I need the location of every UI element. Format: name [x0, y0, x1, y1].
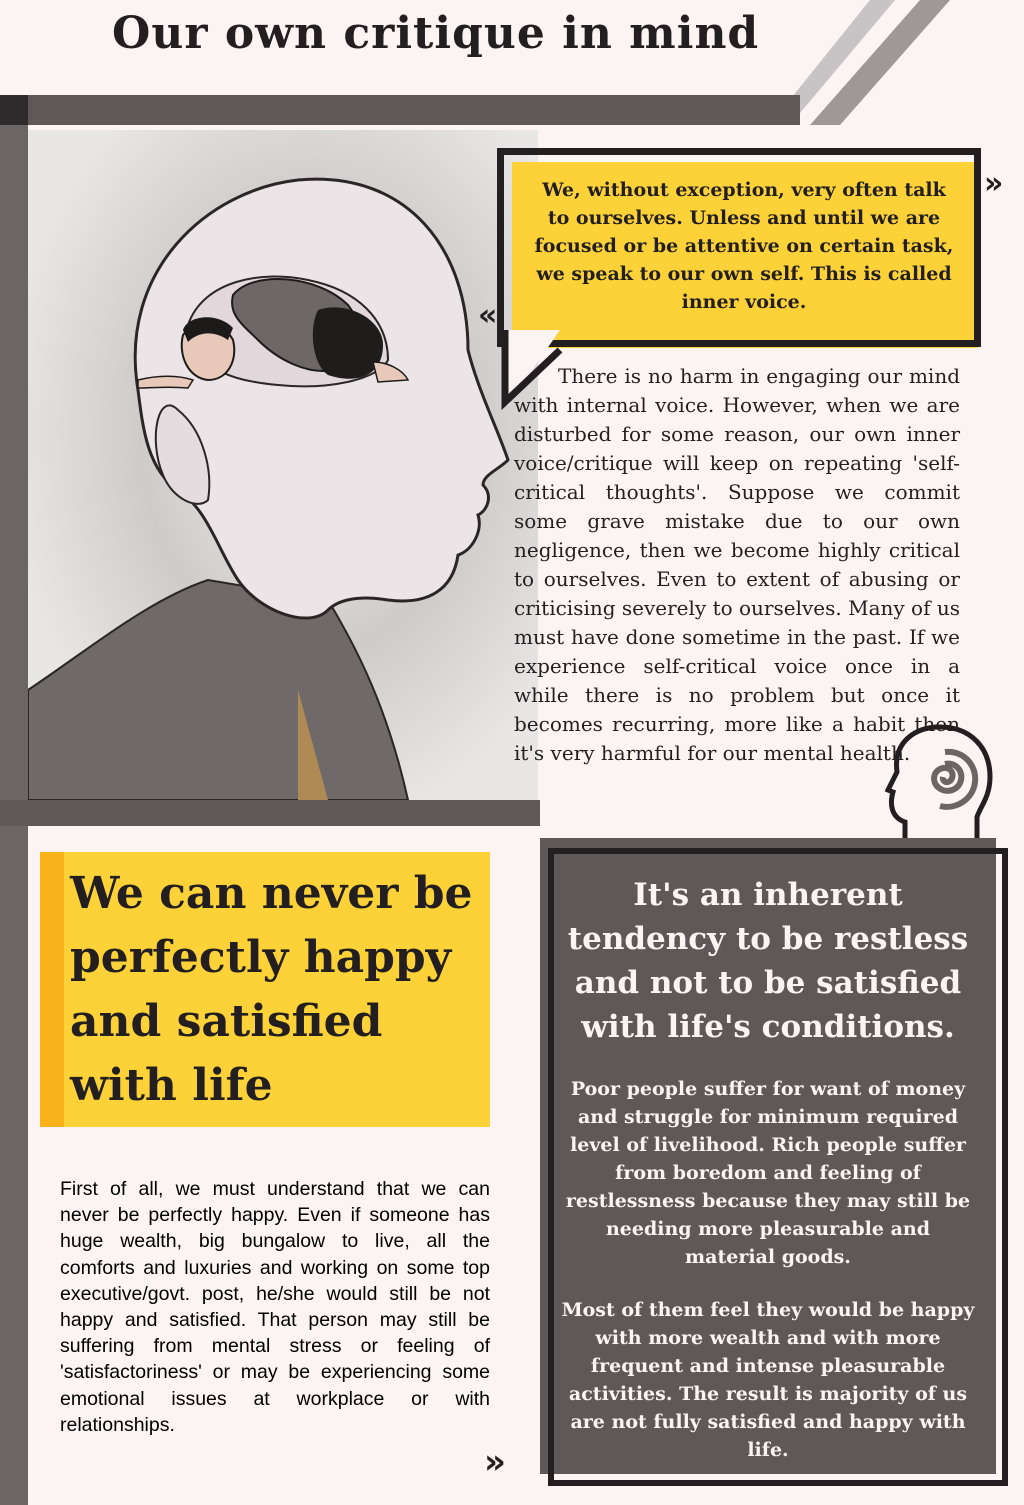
quote-text: We, without exception, very often talk to ourselves. Unless and until we are focused or be attentive on certain task, we speak to our own self. This is called inner voice. [534, 179, 954, 313]
dark-box-heading: It's an inherent tendency to be restless and not to be satisfied with life's conditions. [567, 877, 969, 1045]
chevron-right-icon: » [984, 166, 1004, 201]
chevron-left-icon: « [478, 298, 498, 333]
top-divider-bar [0, 95, 800, 125]
person-curled-inside-head-illustration [28, 130, 538, 800]
page-title: Our own critique in mind [112, 8, 760, 59]
top-divider-cap [0, 95, 28, 125]
decorative-diagonal [780, 0, 950, 125]
section-heading: We can never be perfectly happy and satisfied with life [70, 868, 473, 1111]
dark-box-paragraph: Poor people suffer for want of money and struggle for minimum required level of livelihood. Rich people suffer from boredom and feeling of restlessness because they may still be needing more pleasurable and material goods. [565, 1078, 971, 1268]
dark-box-paragraph: Most of them feel they would be happy with more wealth and with more frequent and intense pleasurable activities. The result is majority of us are not fully satisfied and happy with life. [561, 1299, 975, 1461]
heading-stripe [40, 852, 64, 1127]
chevron-right-icon: » [484, 1442, 506, 1482]
head-spiral-icon [885, 722, 1005, 842]
section-body: First of all, we must understand that we can never be perfectly happy. Even if someone has huge wealth, big bungalow to live, all the comforts and luxuries and working on some top executive/govt. post, he/she would still be not happy and satisfied. That person may still be suffering from mental stress or feeling of 'satisfactoriness' or may be experiencing some emotional issues at workplace or with relationships. [60, 1178, 490, 1436]
inner-voice-paragraph: There is no harm in engaging our mind with internal voice. However, when we are disturbed for some reason, our own inner voice/critique will keep on repeating 'self-critical thoughts'. Suppose we commit some grave mistake due to our own negligence, then we become highly critical to ourselves. Even to extent of abusing or criticising severely to ourselves. Many of us must have done sometime in the past. If we experience self-critical voice once in a while there is no problem but once it becomes recurring, more like a habit then it's very harmful for our mental health. [514, 364, 960, 765]
middle-divider-bar [0, 800, 540, 826]
